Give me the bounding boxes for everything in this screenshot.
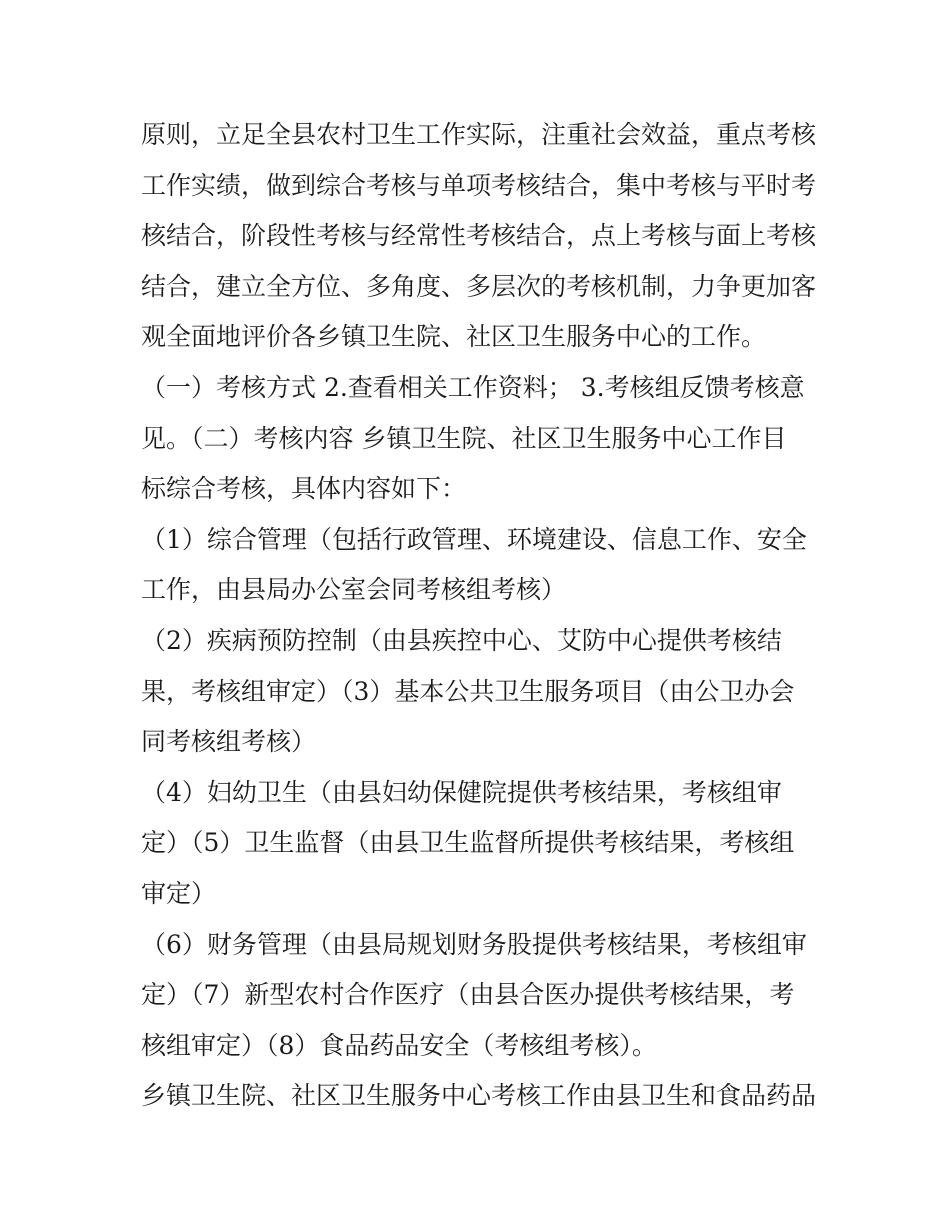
document-body [141,110,821,1122]
text-line: （一）考核方式 2.查看相关工作资料； 3.考核组反馈考核意 [141,372,805,402]
text-line: 果，考核组审定）（3）基本公共卫生服务项目（由公卫办会 [141,676,795,706]
text-line: 工作实绩，做到综合考核与单项考核结合，集中考核与平时考 [141,170,817,200]
text-line: 定）（5）卫生监督（由县卫生监督所提供考核结果，考核组 [141,828,795,858]
text-line: 审定） [141,878,217,908]
text-line: 原则，立足全县农村卫生工作实际，注重社会效益，重点考核 [141,120,817,149]
text-line: （2）疾病预防控制（由县疾控中心、艾防中心提供考核结 [141,625,782,655]
text-line: （1）综合管理（包括行政管理、环境建设、信息工作、安全 [141,524,807,554]
text-line: 乡镇卫生院、社区卫生服务中心考核工作由县卫生和食品药品 [141,1081,817,1111]
text-line: 结合，建立全方位、多角度、多层次的考核机制，力争更加客 [141,271,817,301]
text-line: （6）财务管理（由县局规划财务股提供考核结果，考核组审 [141,929,807,959]
text-line: 工作，由县局办公室会同考核组考核） [141,575,567,605]
text-line: （4）妇幼卫生（由县妇幼保健院提供考核结果，考核组审 [141,777,782,807]
text-line: 同考核组考核） [141,727,317,757]
text-line: 核组审定）（8）食品药品安全（考核组考核）。 [141,1030,657,1060]
text-line: 标综合考核，具体内容如下： [141,474,467,504]
text-line: 核结合，阶段性考核与经常性考核结合，点上考核与面上考核 [141,221,817,251]
text-line: 定）（7）新型农村合作医疗（由县合医办提供考核结果，考 [141,980,795,1010]
text-line: 见。（二）考核内容 乡镇卫生院、社区卫生服务中心工作目 [141,423,787,453]
text-line: 观全面地评价各乡镇卫生院、社区卫生服务中心的工作。 [141,322,767,352]
